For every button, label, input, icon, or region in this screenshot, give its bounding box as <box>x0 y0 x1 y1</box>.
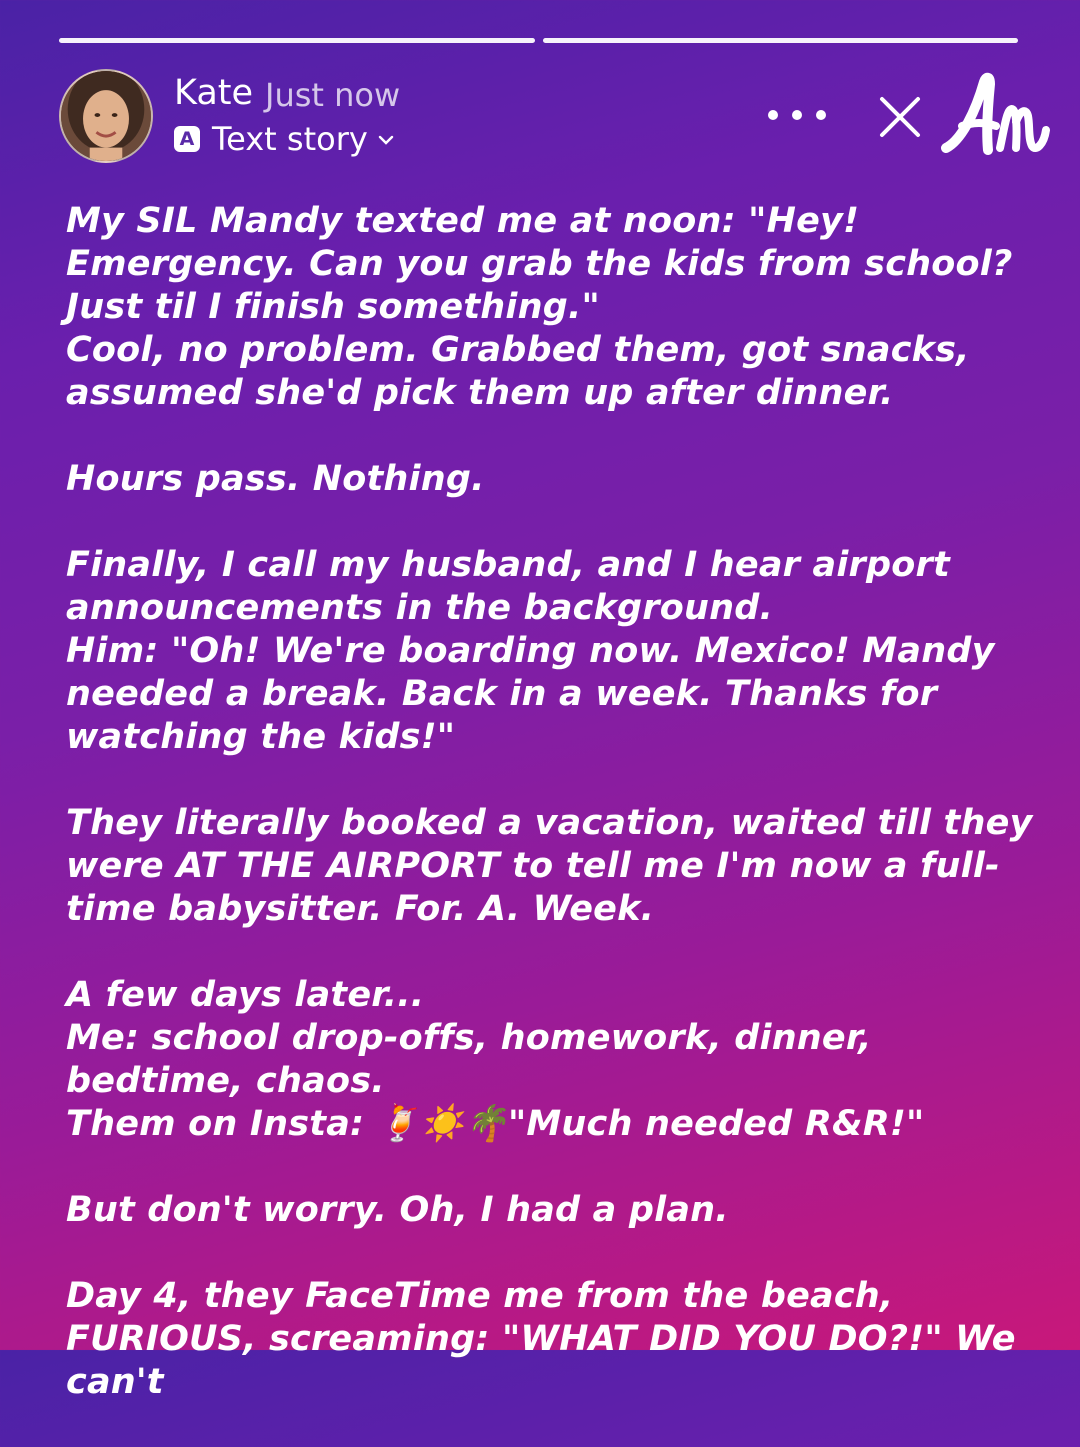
story-paragraph <box>66 544 1056 759</box>
story-line <box>66 200 1056 329</box>
story-line <box>66 544 1056 630</box>
close-button[interactable] <box>876 93 924 141</box>
progress-segment-1 <box>59 38 535 43</box>
story-text-plain: Finally, I call my husband, and I hear <box>66 545 813 585</box>
text-story-icon: A <box>174 126 200 152</box>
progress-segment-2 <box>543 38 1019 43</box>
avatar-image <box>61 71 151 161</box>
story-text-bold: Back in a week. <box>401 674 713 714</box>
more-dot <box>768 110 778 120</box>
story-text-plain: They literally booked a vacation, waited till they were AT THE AIRPORT to tell me I'm now a full-time babysitter. <box>66 803 1033 929</box>
story-line: Me: school drop-offs, homework, dinner, bedtime, chaos. <box>66 1018 872 1101</box>
story-progress-bar <box>59 38 1018 43</box>
story-paragraph <box>66 1275 1056 1404</box>
story-text-plain: But don't worry. <box>66 1190 400 1230</box>
story-text-bold: airport announcements in the background. <box>66 545 950 628</box>
story-text-plain: Him: "Oh! We're boarding now. Mexico! Mandy needed a break. <box>66 631 995 714</box>
story-text-bold: Nothing. <box>312 459 485 499</box>
story-text <box>66 200 1056 1447</box>
story-paragraph <box>66 1189 1056 1232</box>
timestamp: Just now <box>265 76 401 114</box>
more-options-button[interactable] <box>768 100 826 130</box>
avatar[interactable] <box>59 69 153 163</box>
story-type-label: Text story <box>212 120 368 158</box>
story-text-bold: We can't <box>66 1319 1016 1402</box>
story-text-plain: Hours pass. <box>66 459 313 499</box>
story-type-selector[interactable] <box>174 120 394 158</box>
brand-logo-icon <box>940 70 1055 160</box>
story-line: A few days later... <box>66 975 425 1015</box>
story-line <box>66 630 1056 759</box>
story-text-plain: Thanks for watching the kids!" <box>66 674 938 757</box>
story-paragraph <box>66 974 1056 1146</box>
story-text-bold: For. A. Week. <box>394 889 655 929</box>
story-text-bold: Can you grab the kids from school? Just til I finish something." <box>66 244 1013 327</box>
story-paragraph <box>66 458 1056 501</box>
more-dot <box>816 110 826 120</box>
story-text-bold: Oh, I had a plan. <box>399 1190 729 1230</box>
more-dot <box>792 110 802 120</box>
story-paragraph <box>66 802 1056 931</box>
story-paragraph <box>66 200 1056 415</box>
chevron-down-icon <box>378 127 394 152</box>
story-line: Cool, no problem. Grabbed them, got snacks, assumed she'd pick them up after dinner. <box>66 330 970 413</box>
story-text-plain: My SIL Mandy texted me at noon: "Hey! Emergency. <box>66 201 860 284</box>
story-text-plain: Day 4, they FaceTime me from the beach, FURIOUS, screaming: "WHAT DID YOU DO?!" <box>66 1276 956 1359</box>
story-line: Them on Insta: 🍹☀️🌴"Much needed R&R!" <box>66 1104 925 1144</box>
username[interactable]: Kate <box>174 73 254 113</box>
